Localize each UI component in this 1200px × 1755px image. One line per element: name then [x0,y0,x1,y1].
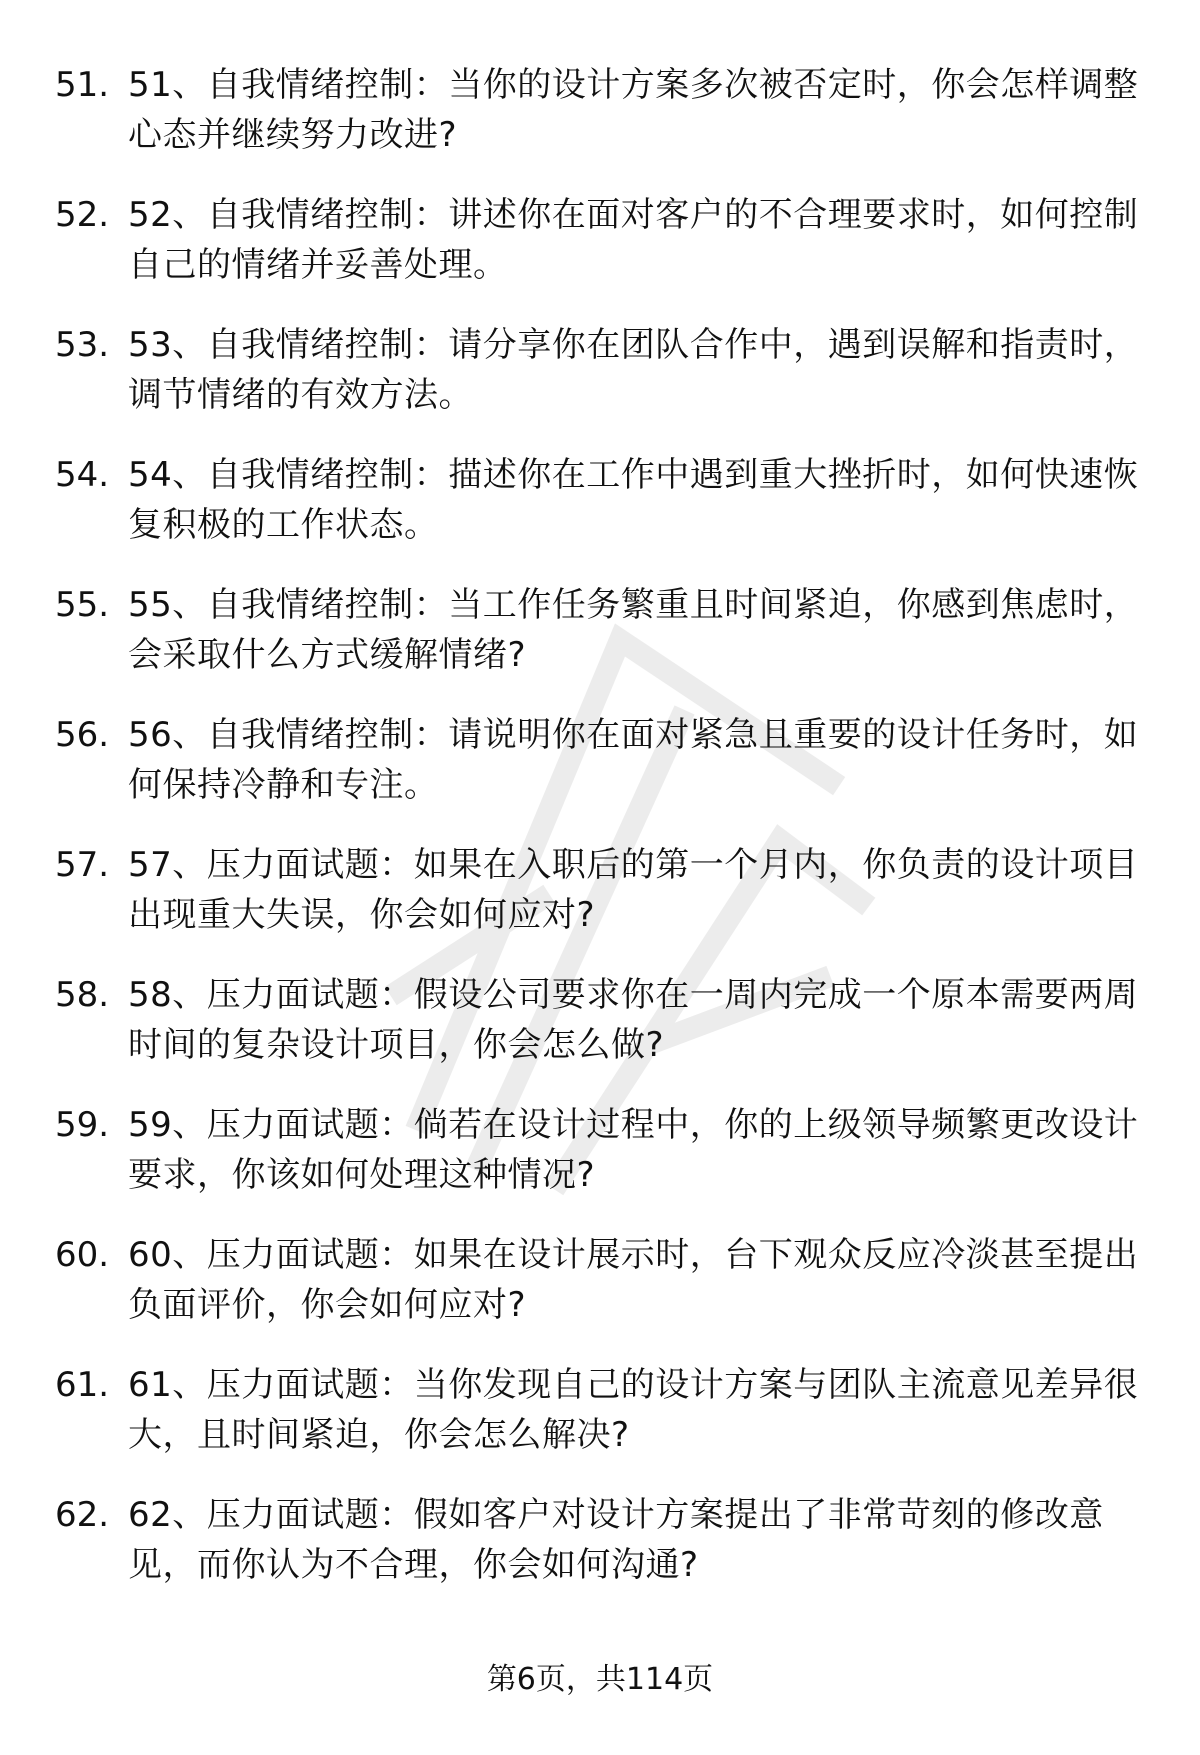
question-item [55,450,1155,580]
question-item [55,840,1155,970]
question-item [55,580,1155,710]
question-item [55,1100,1155,1230]
question-text: 52、自我情绪控制：讲述你在面对客户的不合理要求时，如何控制自己的情绪并妥善处理。 [128,195,1139,285]
question-number: 55. [55,585,110,625]
question-text: 62、压力面试题：假如客户对设计方案提出了非常苛刻的修改意见，而你认为不合理，你会如何沟通? [128,1495,1104,1585]
question-item [55,970,1155,1100]
question-item [55,190,1155,320]
question-number: 61. [55,1365,110,1405]
question-item [55,1230,1155,1360]
question-number: 58. [55,975,110,1015]
question-text: 56、自我情绪控制：请说明你在面对紧急且重要的设计任务时，如何保持冷静和专注。 [128,715,1139,805]
question-number: 57. [55,845,110,885]
question-text: 61、压力面试题：当你发现自己的设计方案与团队主流意见差异很大，且时间紧迫，你会怎么解决? [128,1365,1139,1455]
question-number: 52. [55,195,110,235]
question-text: 53、自我情绪控制：请分享你在团队合作中，遇到误解和指责时，调节情绪的有效方法。 [128,325,1139,415]
question-item [55,1490,1155,1620]
question-number: 60. [55,1235,110,1275]
question-text: 59、压力面试题：倘若在设计过程中，你的上级领导频繁更改设计要求，你该如何处理这种情况? [128,1105,1139,1195]
question-text: 51、自我情绪控制：当你的设计方案多次被否定时，你会怎样调整心态并继续努力改进? [128,65,1139,155]
question-text: 55、自我情绪控制：当工作任务繁重且时间紧迫，你感到焦虑时，会采取什么方式缓解情绪? [128,585,1139,675]
question-number: 62. [55,1495,110,1535]
question-item [55,710,1155,840]
question-text: 57、压力面试题：如果在入职后的第一个月内，你负责的设计项目出现重大失误，你会如何应对? [128,845,1139,935]
question-number: 59. [55,1105,110,1145]
page-number-label: 第6页，共114页 [486,1662,714,1697]
question-item [55,1360,1155,1490]
question-text: 58、压力面试题：假设公司要求你在一周内完成一个原本需要两周时间的复杂设计项目，你会怎么做? [128,975,1139,1065]
question-text: 54、自我情绪控制：描述你在工作中遇到重大挫折时，如何快速恢复积极的工作状态。 [128,455,1139,545]
question-number: 53. [55,325,110,365]
question-item [55,320,1155,450]
question-number: 54. [55,455,110,495]
question-item [55,60,1155,190]
question-list [55,60,1155,1620]
question-number: 51. [55,65,110,105]
page-footer [0,1660,1200,1700]
question-text: 60、压力面试题：如果在设计展示时，台下观众反应冷淡甚至提出负面评价，你会如何应对? [128,1235,1139,1325]
question-number: 56. [55,715,110,755]
